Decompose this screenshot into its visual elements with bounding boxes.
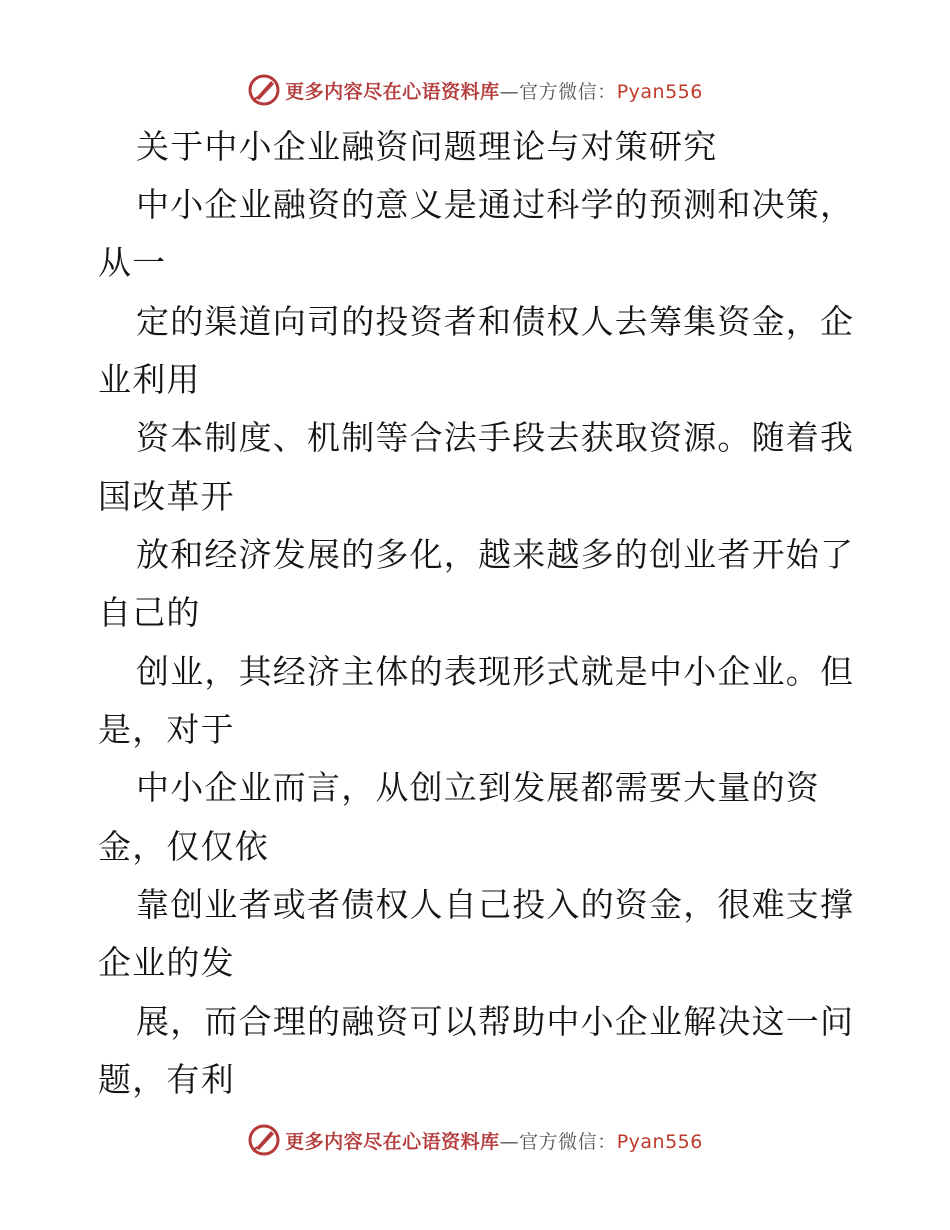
paragraph-line: 资本制度、机制等合法手段去获取资源。随着我 (136, 418, 855, 457)
paragraph-line: 中小企业融资的意义是通过科学的预测和决策， (136, 185, 855, 224)
watermark-text (285, 77, 703, 104)
header-watermark (0, 70, 950, 110)
watermark-sub: 官方微信： (519, 80, 617, 103)
paragraph-line: 国改革开 (98, 477, 235, 516)
watermark-separator: — (499, 1130, 520, 1153)
footer-watermark (0, 1120, 950, 1160)
watermark-brand: 更多内容尽在心语资料库 (285, 80, 500, 103)
document-title: 关于中小企业融资问题理论与对策研究 (136, 127, 718, 166)
paragraph-line: 金，仅仅依 (98, 827, 269, 866)
watermark-text (285, 1127, 703, 1154)
watermark-handle: Pyan556 (616, 1130, 703, 1153)
quill-pen-logo-icon (247, 73, 281, 107)
paragraph-line: 是，对于 (98, 710, 235, 749)
quill-pen-logo-icon (247, 1123, 281, 1157)
paragraph-line: 创业，其经济主体的表现形式就是中小企业。但 (136, 652, 855, 691)
paragraph-line: 靠创业者或者债权人自己投入的资金，很难支撑 (136, 885, 855, 924)
paragraph-line: 企业的发 (98, 943, 235, 982)
watermark-separator: — (499, 80, 520, 103)
paragraph-line: 中小企业而言，从创立到发展都需要大量的资 (136, 768, 820, 807)
paragraph-line: 定的渠道向司的投资者和债权人去筹集资金，企 (136, 302, 855, 341)
watermark-sub: 官方微信： (519, 1130, 617, 1153)
paragraph-line: 题，有利 (98, 1060, 235, 1099)
paragraph-line: 业利用 (98, 360, 201, 399)
paragraph-line: 自己的 (98, 593, 201, 632)
paragraph-line: 放和经济发展的多化，越来越多的创业者开始了 (136, 535, 855, 574)
watermark-brand: 更多内容尽在心语资料库 (285, 1130, 500, 1153)
paragraph-line: 从一 (98, 243, 167, 282)
watermark-handle: Pyan556 (616, 80, 703, 103)
paragraph-line: 展，而合理的融资可以帮助中小企业解决这一问 (136, 1002, 855, 1041)
